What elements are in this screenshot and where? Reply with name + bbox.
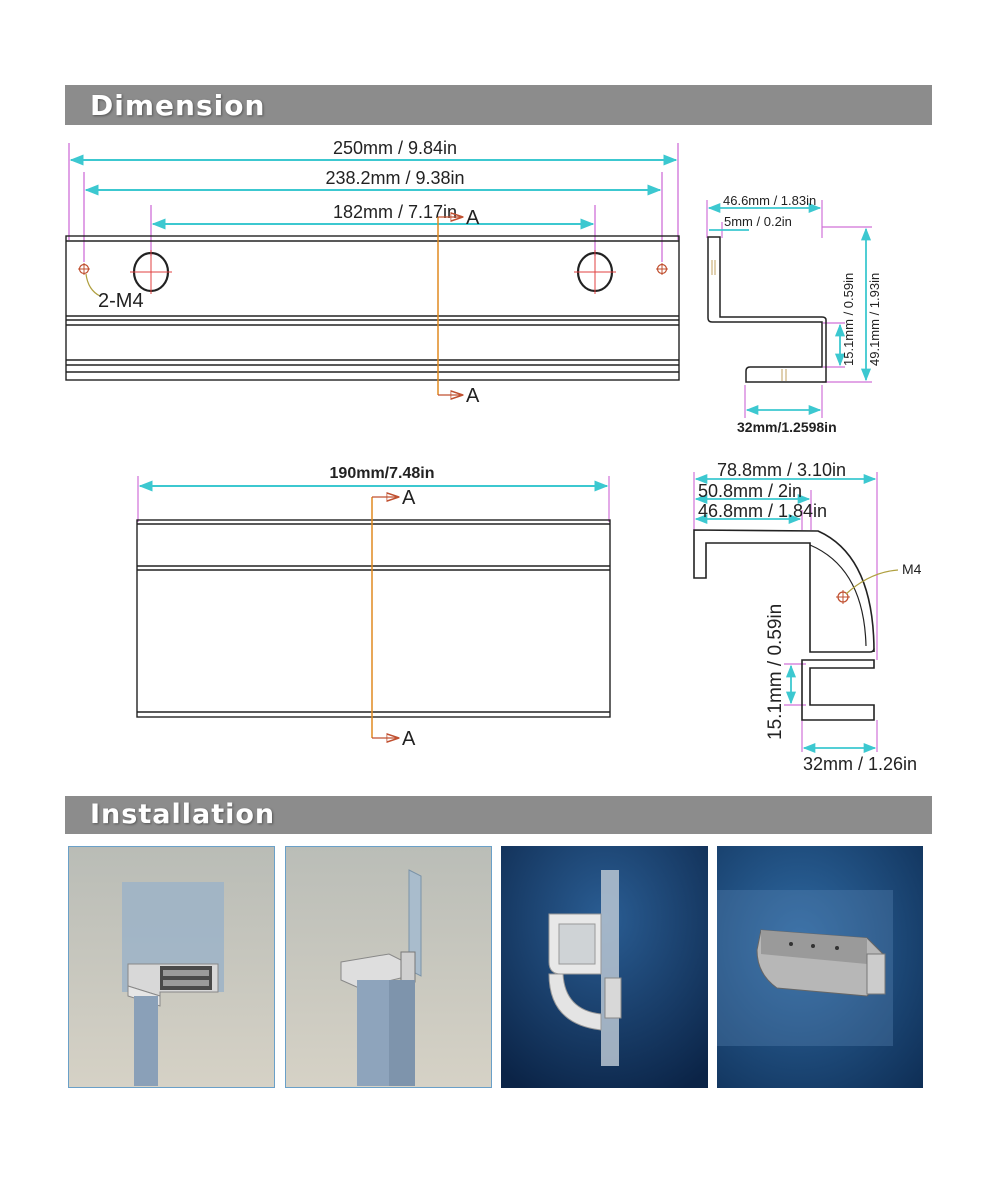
section-marker-bottom: A	[466, 385, 480, 407]
installation-banner	[65, 796, 932, 834]
install-photo-4	[717, 846, 923, 1088]
small-lip-label: 5mm / 0.2in	[724, 214, 792, 229]
small-bottom-width-label: 32mm/1.2598in	[737, 419, 837, 435]
mounting-hole-left	[130, 250, 172, 294]
cover-length-label: 190mm/7.48in	[329, 465, 435, 482]
large-width-b-label: 50.8mm / 2in	[698, 481, 803, 501]
side-view-large	[694, 460, 922, 774]
cover-section-bottom: A	[402, 728, 416, 750]
cover-view	[137, 465, 610, 750]
section-marker-top: A	[466, 207, 480, 229]
dimension-title: Dimension	[90, 89, 266, 122]
installation-title: Installation	[90, 799, 276, 830]
overall-length-label: 250mm / 9.84in	[332, 138, 458, 158]
install-photo-2	[285, 846, 492, 1088]
mounting-hole-right	[574, 250, 616, 294]
cover-section-top: A	[402, 487, 416, 509]
hole-spacing-label: 238.2mm / 9.38in	[325, 168, 465, 188]
side-view-small	[707, 193, 882, 435]
install-photo-3	[501, 846, 708, 1088]
hole-callout-label: 2-M4	[98, 290, 144, 312]
large-width-c-label: 46.8mm / 1.84in	[698, 501, 828, 521]
m4-hole-left	[78, 263, 90, 275]
m4-hole-right	[656, 263, 668, 275]
slot-spacing-label: 182mm / 7.17in	[332, 202, 458, 222]
large-hole-callout-label: M4	[902, 561, 922, 577]
small-overall-height-label: 49.1mm / 1.93in	[867, 272, 882, 366]
large-bottom-width-label: 32mm / 1.26in	[803, 754, 918, 774]
small-inner-height-label: 15.1mm / 0.59in	[841, 272, 856, 366]
small-width-label: 46.6mm / 1.83in	[723, 193, 817, 208]
front-view	[66, 138, 679, 407]
large-inner-height-label: 15.1mm / 0.59in	[765, 603, 786, 740]
install-photo-1	[68, 846, 275, 1088]
large-width-label: 78.8mm / 3.10in	[717, 460, 847, 480]
